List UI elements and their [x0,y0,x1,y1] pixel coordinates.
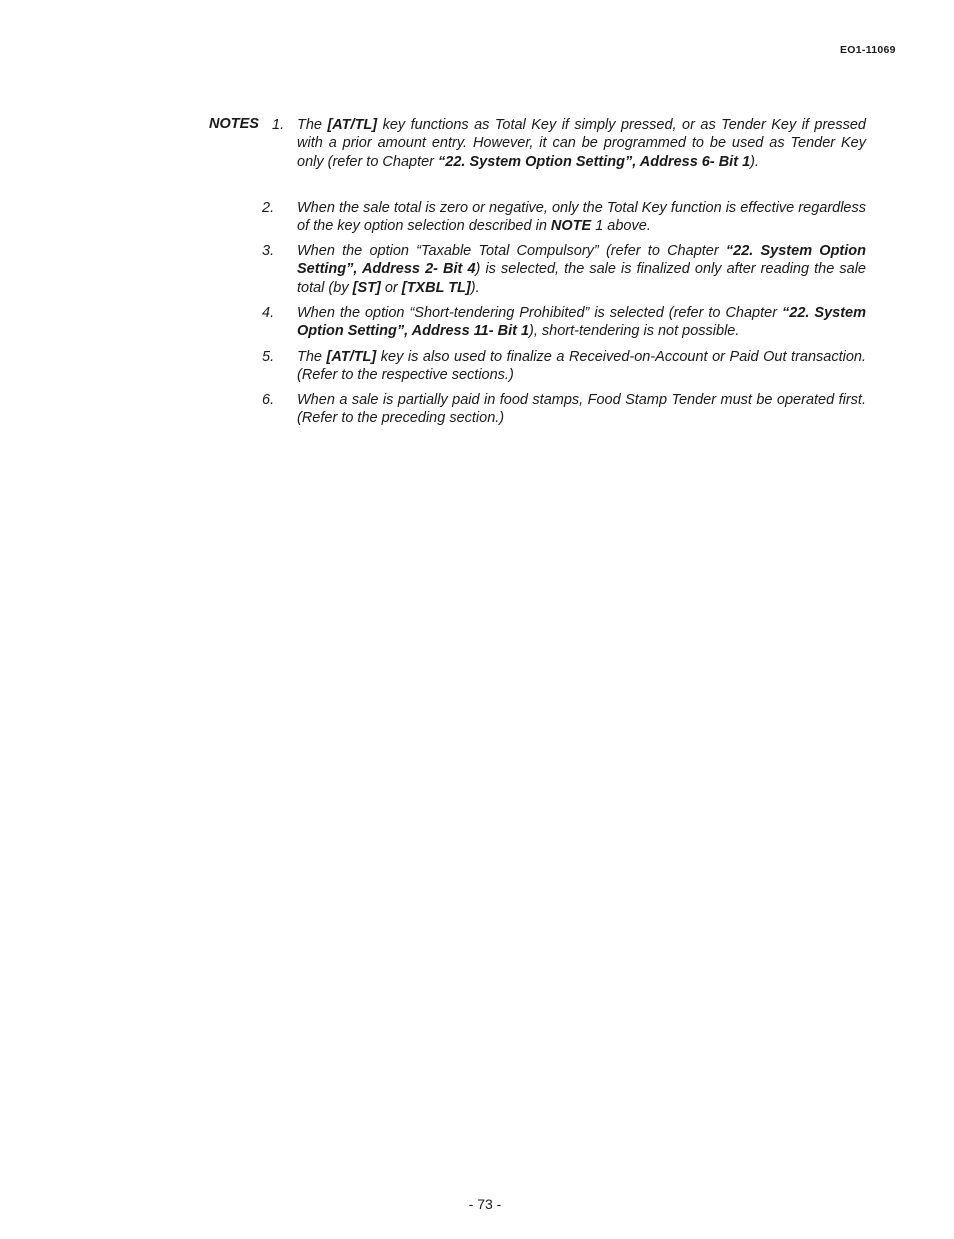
note-run: The [297,349,327,365]
note-emphasis: NOTE [550,218,592,235]
note-number: 6. [262,392,275,408]
note-text [297,304,866,341]
note-run: ). [470,279,480,296]
note-run: The [297,117,328,133]
notes-label: NOTES [209,116,259,132]
note-number: 1. [272,117,285,133]
note-run: 1 above. [591,218,651,235]
note-text [297,391,866,428]
note-item [262,199,866,236]
note-run: When the option “Short-tendering Prohibited” is selected (refer to Chapter [297,305,783,321]
note-item [262,348,866,385]
note-number: 4. [262,305,275,321]
note-text [297,116,866,171]
note-run: key is also used to finalize a Received-on-Account or Paid Out transaction. (Refer to the respective sections.) [297,349,867,384]
note-run: When the option “Taxable Total Compulsory” (refer to Chapter [297,243,726,259]
note-item [262,391,866,428]
note-run: When the sale total is zero or negative, only the Total Key function is effective regardless of the key option selection described in [297,200,866,235]
note-emphasis: [AT/TL] [327,117,378,133]
note-run: ) is selected, the sale is finalized only after reading the sale total (by [297,261,866,296]
note-emphasis: [AT/TL] [326,349,377,365]
note-item [262,116,866,171]
note-emphasis: “22. System Option Setting”, Address 11- Bit 1 [297,305,866,340]
note-number: 2. [262,200,275,216]
note-text [297,242,866,297]
note-text [297,199,866,236]
note-item [262,304,866,341]
note-item [262,242,866,297]
note-text [297,348,866,385]
note-run: When a sale is partially paid in food stamps, Food Stamp Tender must be operated first. (Refer to the preceding section.) [297,392,866,427]
note-run: ). [750,153,759,170]
note-emphasis: [TXBL TL] [401,279,471,296]
page-number: - 73 - [468,1196,502,1212]
note-emphasis: “22. System Option Setting”, Address 6- Bit 1 [438,153,751,170]
note-run: ), short-tendering is not possible. [529,323,740,340]
document-id: EO1-11069 [840,44,896,56]
note-run: key functions as Total Key if simply pressed, or as Tender Key if pressed with a prior amount entry. However, it can be programmed to be used as Tender Key only (refer to Chapter [297,117,866,170]
note-number: 3. [262,243,275,259]
note-emphasis: [ST] [352,279,381,296]
note-emphasis: “22. System Option Setting”, Address 2- Bit 4 [297,243,866,278]
note-number: 5. [262,349,275,365]
note-run: or [380,279,402,296]
